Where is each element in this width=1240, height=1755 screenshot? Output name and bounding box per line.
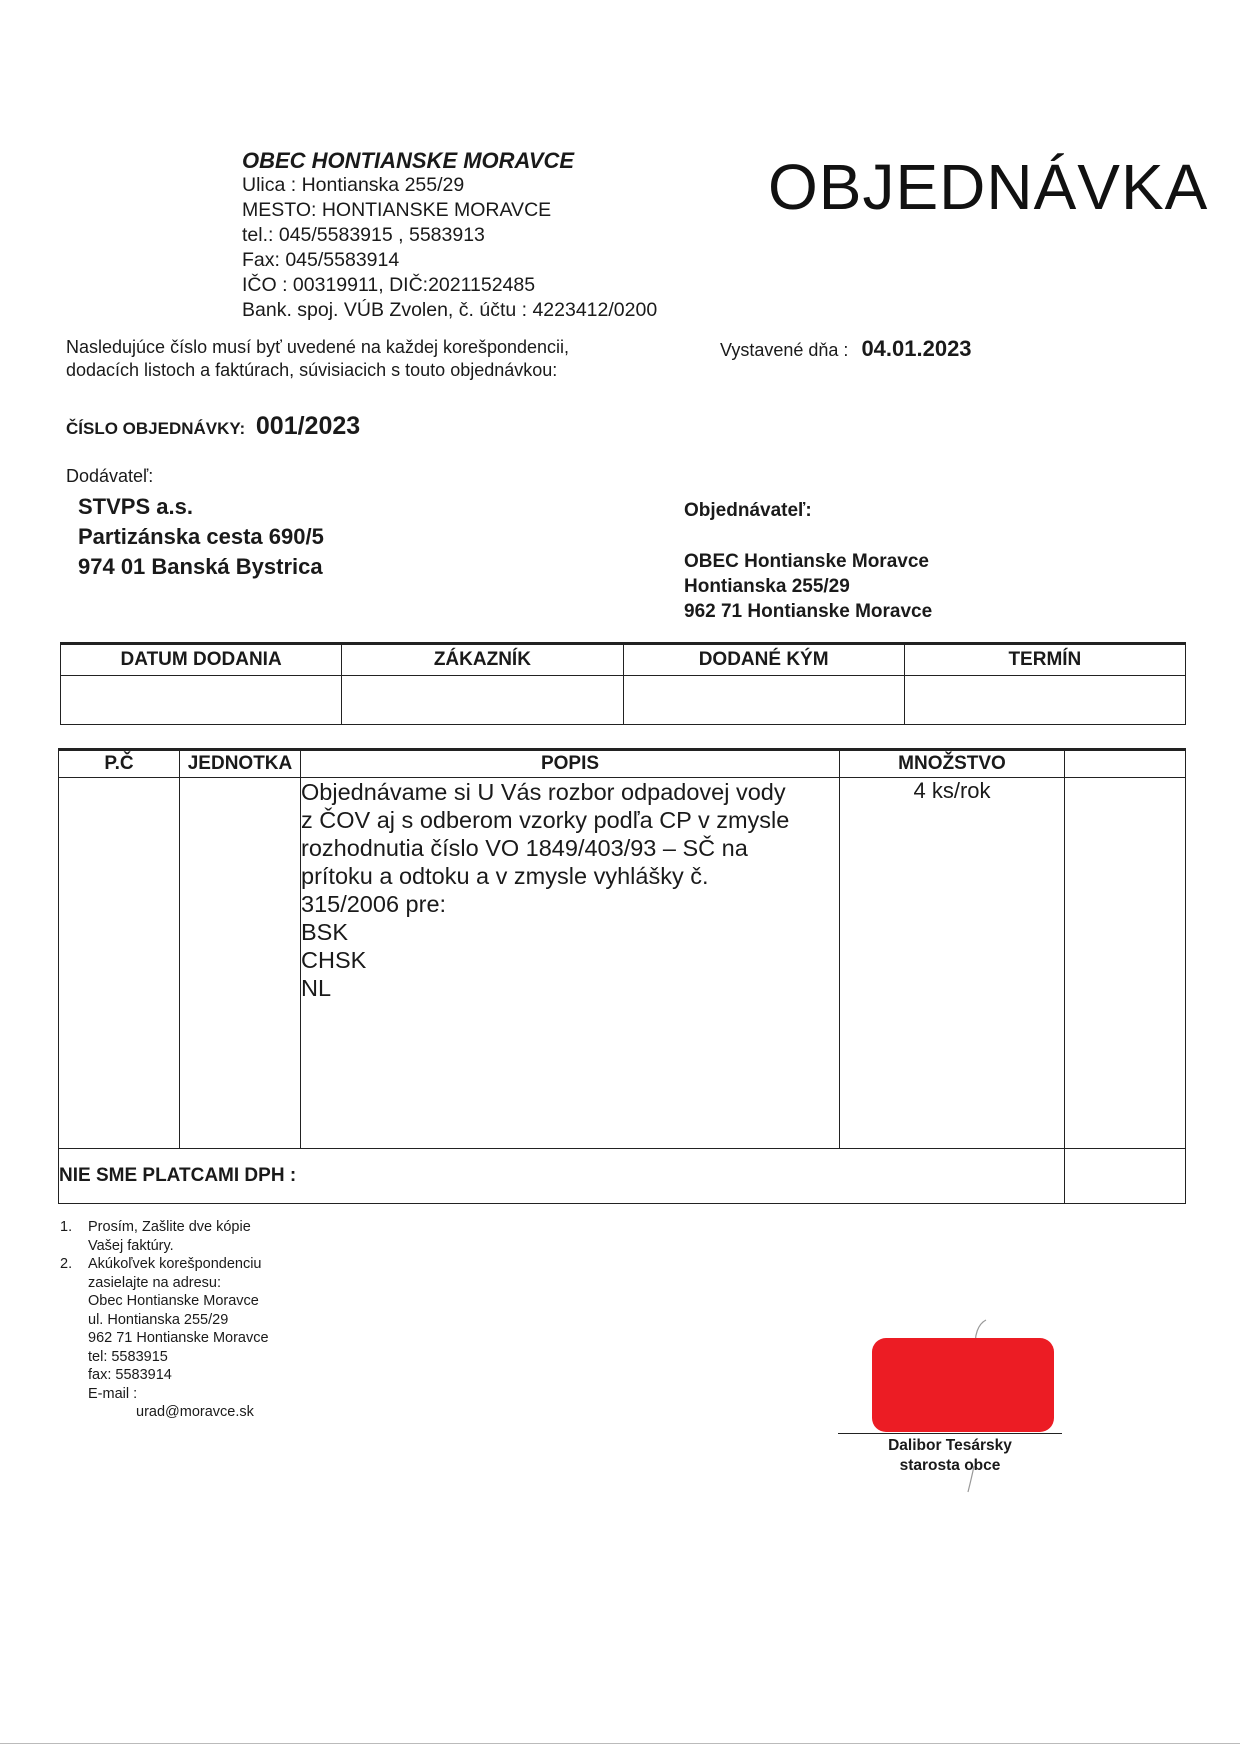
- signer-name: Dalibor Tesársky: [888, 1437, 1012, 1454]
- supplier-city: 974 01 Banská Bystrica: [78, 554, 323, 579]
- description-line: prítoku a odtoku a v zmysle vyhlášky č.: [301, 863, 709, 889]
- footnote-text: Prosím, Zašlite dve kópie: [88, 1219, 251, 1235]
- issued-label: Vystavené dňa :: [720, 340, 849, 360]
- vat-extra-cell: [1065, 1149, 1186, 1204]
- item-quantity-cell: 4 ks/rok: [840, 778, 1065, 1149]
- description-line: rozhodnutia číslo VO 1849/403/93 – SČ na: [301, 835, 748, 861]
- footnote-address: ul. Hontianska 255/29: [88, 1311, 229, 1328]
- footnote-text: Akúkoľvek korešpondenciu: [88, 1256, 262, 1272]
- buyer-address: [684, 549, 932, 624]
- footnote-address: 962 71 Hontianske Moravce: [88, 1330, 269, 1346]
- footnote-address: Obec Hontianske Moravce: [88, 1293, 259, 1309]
- col-header-extra: [1065, 750, 1186, 778]
- issuer-bank: Bank. spoj. VÚB Zvolen, č. účtu : 4223412/0200: [242, 299, 658, 321]
- issuer-name: OBEC HONTIANSKE MORAVCE: [242, 148, 575, 173]
- col-header-description: POPIS: [301, 750, 840, 778]
- delivered-by-cell: [623, 676, 904, 725]
- items-table: [58, 748, 1186, 1204]
- order-number-label: ČÍSLO OBJEDNÁVKY:: [66, 419, 246, 438]
- col-header-customer: ZÁKAZNÍK: [342, 644, 623, 676]
- issuer-tel: tel.: 045/5583915 , 5583913: [242, 224, 485, 246]
- col-header-pc: P.Č: [59, 750, 180, 778]
- document-title: OBJEDNÁVKA: [768, 151, 1209, 223]
- order-number-block: [66, 412, 360, 441]
- description-line: BSK: [301, 919, 349, 945]
- customer-cell: [342, 676, 623, 725]
- item-extra-cell: [1065, 778, 1186, 1149]
- vat-note: NIE SME PLATCAMI DPH :: [59, 1149, 1065, 1204]
- footnote-tel: tel: 5583915: [88, 1348, 168, 1365]
- supplier-label: Dodávateľ:: [66, 466, 154, 486]
- supplier-street: Partizánska cesta 690/5: [78, 524, 324, 549]
- footnotes: [60, 1218, 269, 1422]
- buyer-name: OBEC Hontianske Moravce: [684, 551, 929, 572]
- item-unit-cell: [180, 778, 301, 1149]
- description-line: CHSK: [301, 947, 367, 973]
- description-line: Objednávame si U Vás rozbor odpadovej vody: [301, 779, 786, 805]
- col-header-delivered-by: DODANÉ KÝM: [623, 644, 904, 676]
- col-header-unit: JEDNOTKA: [180, 750, 301, 778]
- buyer-label: Objednávateľ:: [684, 500, 812, 521]
- description-line: 315/2006 pre:: [301, 891, 447, 917]
- delivery-table: [60, 642, 1186, 725]
- footnote-number: 1.: [60, 1219, 73, 1235]
- footnote-item: [60, 1218, 269, 1255]
- issuer-fax: Fax: 045/5583914: [242, 249, 400, 271]
- signature-line: [838, 1433, 1062, 1434]
- delivery-date-cell: [61, 676, 342, 725]
- col-header-term: TERMÍN: [904, 644, 1185, 676]
- footnote-fax: fax: 5583914: [88, 1367, 172, 1383]
- footnote-number: 2.: [60, 1256, 73, 1272]
- page-bottom-line: [0, 1743, 1240, 1744]
- buyer-street: Hontianska 255/29: [684, 576, 850, 597]
- footnote-email-label: E-mail :: [88, 1385, 138, 1402]
- reference-note-line: dodacích listoch a faktúrach, súvisiacich s touto objednávkou:: [66, 360, 558, 380]
- col-header-delivery-date: DATUM DODANIA: [61, 644, 342, 676]
- supplier-name: STVPS a.s.: [78, 494, 193, 519]
- footnote-email: urad@moravce.sk: [136, 1404, 254, 1420]
- item-description-cell: [301, 778, 840, 1149]
- supplier-address: [78, 492, 324, 582]
- reference-note-line: Nasledujúce číslo musí byť uvedené na každej korešpondencii,: [66, 337, 570, 357]
- description-line: NL: [301, 975, 332, 1001]
- footnote-text: zasielajte na adresu:: [88, 1274, 221, 1291]
- signer-block: [838, 1436, 1062, 1476]
- issuer-street: Ulica : Hontianska 255/29: [242, 174, 465, 196]
- reference-note: [66, 336, 569, 382]
- buyer-city: 962 71 Hontianske Moravce: [684, 601, 933, 622]
- redacted-stamp: [872, 1338, 1054, 1432]
- item-pc-cell: [59, 778, 180, 1149]
- footnote-item: [60, 1255, 269, 1422]
- col-header-quantity: MNOŽSTVO: [840, 750, 1065, 778]
- footnote-text: Vašej faktúry.: [88, 1237, 174, 1254]
- issued-date-block: [720, 336, 972, 362]
- issuer-block: [242, 148, 657, 323]
- signer-role: starosta obce: [899, 1457, 1001, 1474]
- order-number: 001/2023: [255, 412, 361, 440]
- description-line: z ČOV aj s odberom vzorky podľa CP v zmysle: [301, 807, 790, 833]
- issued-date: 04.01.2023: [861, 336, 972, 361]
- issuer-city: MESTO: HONTIANSKE MORAVCE: [242, 199, 552, 221]
- term-cell: [904, 676, 1185, 725]
- issuer-ico: IČO : 00319911, DIČ:2021152485: [242, 274, 536, 296]
